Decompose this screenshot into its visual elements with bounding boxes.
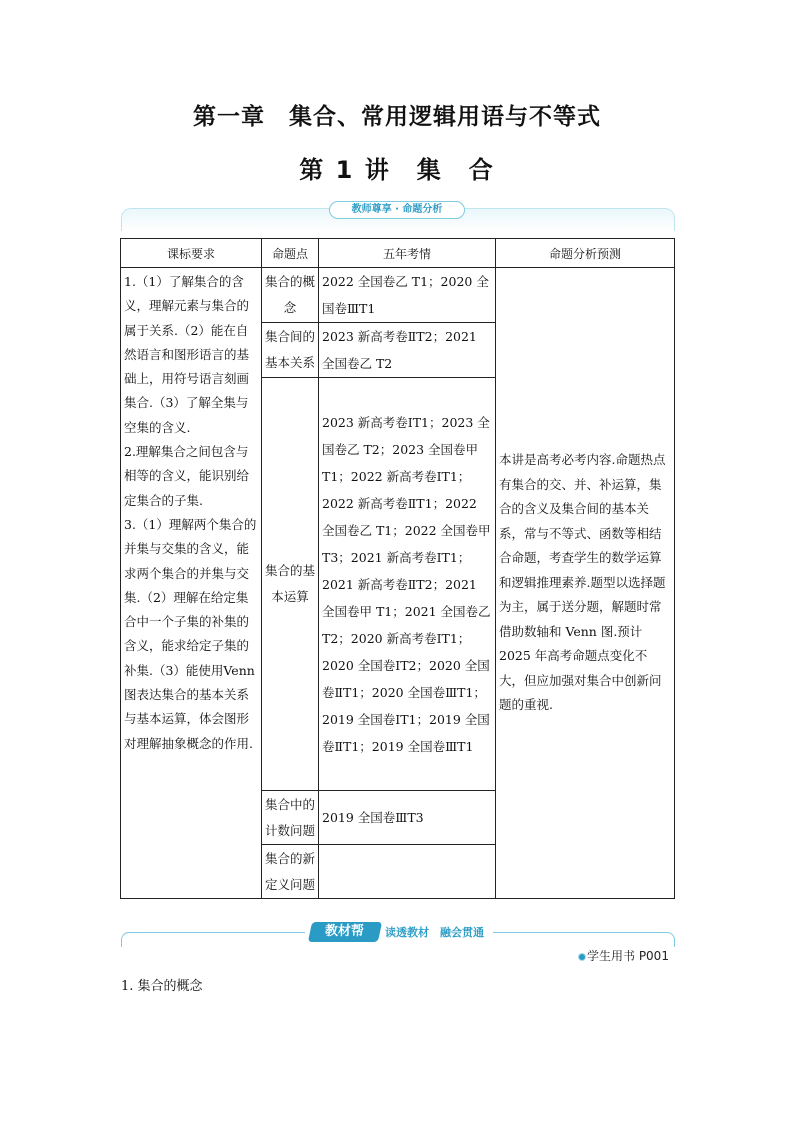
lecture-title: 第 1 讲 集 合 <box>299 156 495 184</box>
textbook-slogan: 读透教材 融会贯通 <box>385 926 484 939</box>
point-cell: 集合的概念 <box>262 268 319 323</box>
textbook-badge <box>308 922 382 942</box>
table-header-row <box>121 239 675 268</box>
requirements-cell: 1.（1）了解集合的含义，理解元素与集合的属于关系.（2）能在自然语言和图形语言的基础上，用符号语言刻画集合.（3）了解全集与空集的含义. 2.理解集合之间包含与相等的含义，能识别给定集合的子集. 3.（1）理解两个集合的并集与交集的含义，能求两个集合的并集与交集.（2）理解在给定集合中一个子集的补集的含义，能求给定子集的补集.（3）能使用Venn 图表达集合的基本关系与基本运算，体会图形对理解抽象概念的作用. <box>121 268 262 899</box>
years-cell: 2023 新高考卷ⅠT1；2023 全国卷乙 T2；2023 全国卷甲 T1；2022 新高考卷ⅠT1；2022 新高考卷ⅡT1；2022 全国卷乙 T1；2022 全国卷甲 T3；2021 新高考卷ⅠT1；2021 新高考卷ⅡT2；2021 全国卷甲 T1；2021 全国卷乙 T2；2020 新高考卷ⅠT1；2020 全国卷ⅠT2；2020 全国卷ⅡT1；2020 全国卷ⅢT1；2019 全国卷ⅠT1；2019 全国卷ⅡT1；2019 全国卷ⅢT1 <box>319 378 496 791</box>
bullet-icon <box>578 953 586 961</box>
section-heading: 1. 集合的概念 <box>121 979 203 994</box>
header-prediction: 命题分析预测 <box>496 239 675 268</box>
page-reference-text: 学生用书 P001 <box>587 949 669 963</box>
analysis-table <box>120 238 675 899</box>
years-cell: 2022 全国卷乙 T1；2020 全国卷ⅢT1 <box>319 268 496 323</box>
prediction-cell: 本讲是高考必考内容.命题热点有集合的交、并、补运算，集合的含义及集合间的基本关系，常与不等式、函数等相结合命题，考查学生的数学运算和逻辑推理素养.题型以选择题为主，属于送分题，解题时常借助数轴和 Venn 图.预计 2025 年高考命题点变化不大，但应加强对集合中创新问题的重视. <box>496 268 675 899</box>
table-row <box>121 268 675 323</box>
header-years: 五年考情 <box>319 239 496 268</box>
years-cell <box>319 845 496 899</box>
point-cell: 集合间的基本关系 <box>262 323 319 378</box>
years-cell: 2019 全国卷ⅢT3 <box>319 791 496 845</box>
chapter-title: 第一章 集合、常用逻辑用语与不等式 <box>193 104 601 130</box>
page-reference[interactable] <box>578 947 669 964</box>
point-cell: 集合中的计数问题 <box>262 791 319 845</box>
teacher-banner-label: 教师尊享 · 命题分析 <box>329 201 465 219</box>
textbook-badge-label: 教材帮 <box>325 924 365 939</box>
point-cell: 集合的新定义问题 <box>262 845 319 899</box>
point-cell: 集合的基本运算 <box>262 378 319 791</box>
header-point: 命题点 <box>262 239 319 268</box>
years-cell: 2023 新高考卷ⅡT2；2021 全国卷乙 T2 <box>319 323 496 378</box>
header-requirements: 课标要求 <box>121 239 262 268</box>
